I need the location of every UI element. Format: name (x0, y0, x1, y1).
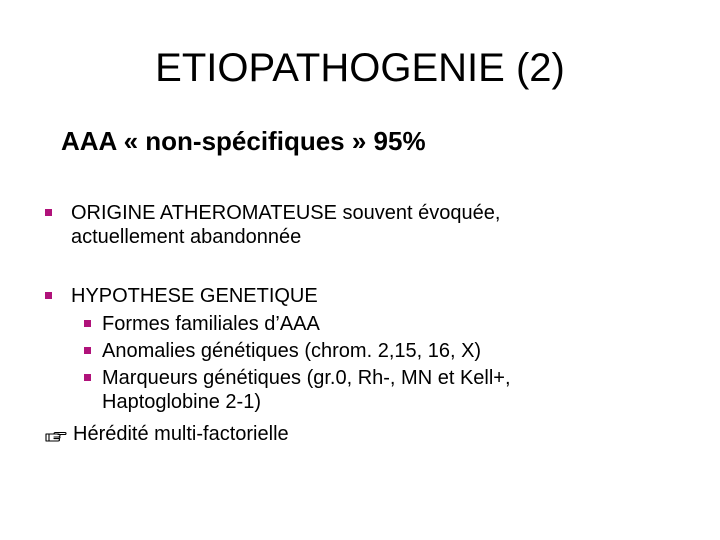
sub-bullet-1-line-1: Formes familiales d’AAA (102, 313, 320, 335)
bullet-1-line-1: ORIGINE ATHEROMATEUSE souvent évoquée, (71, 202, 501, 224)
pointing-hand-icon (45, 426, 67, 440)
square-bullet-icon (84, 374, 91, 381)
sub-bullet-3-line-1: Marqueurs génétiques (gr.0, Rh-, MN et Kell+, (102, 367, 511, 389)
bullet-2-line-1: HYPOTHESE GENETIQUE (71, 285, 318, 307)
sub-bullet-2-line-1: Anomalies génétiques (chrom. 2,15, 16, X) (102, 340, 482, 362)
square-bullet-icon (45, 292, 52, 299)
bullet-1-line-2: actuellement abandonnée (71, 226, 302, 248)
square-bullet-icon (84, 347, 91, 354)
slide-title: ETIOPATHOGENIE (2) (155, 46, 565, 90)
square-bullet-icon (45, 209, 52, 216)
slide-subtitle: AAA « non-spécifiques » 95% (61, 126, 426, 156)
square-bullet-icon (84, 320, 91, 327)
sub-bullet-3-line-2: Haptoglobine 2-1) (102, 391, 261, 413)
pointer-item-text: Hérédité multi-factorielle (73, 423, 289, 445)
